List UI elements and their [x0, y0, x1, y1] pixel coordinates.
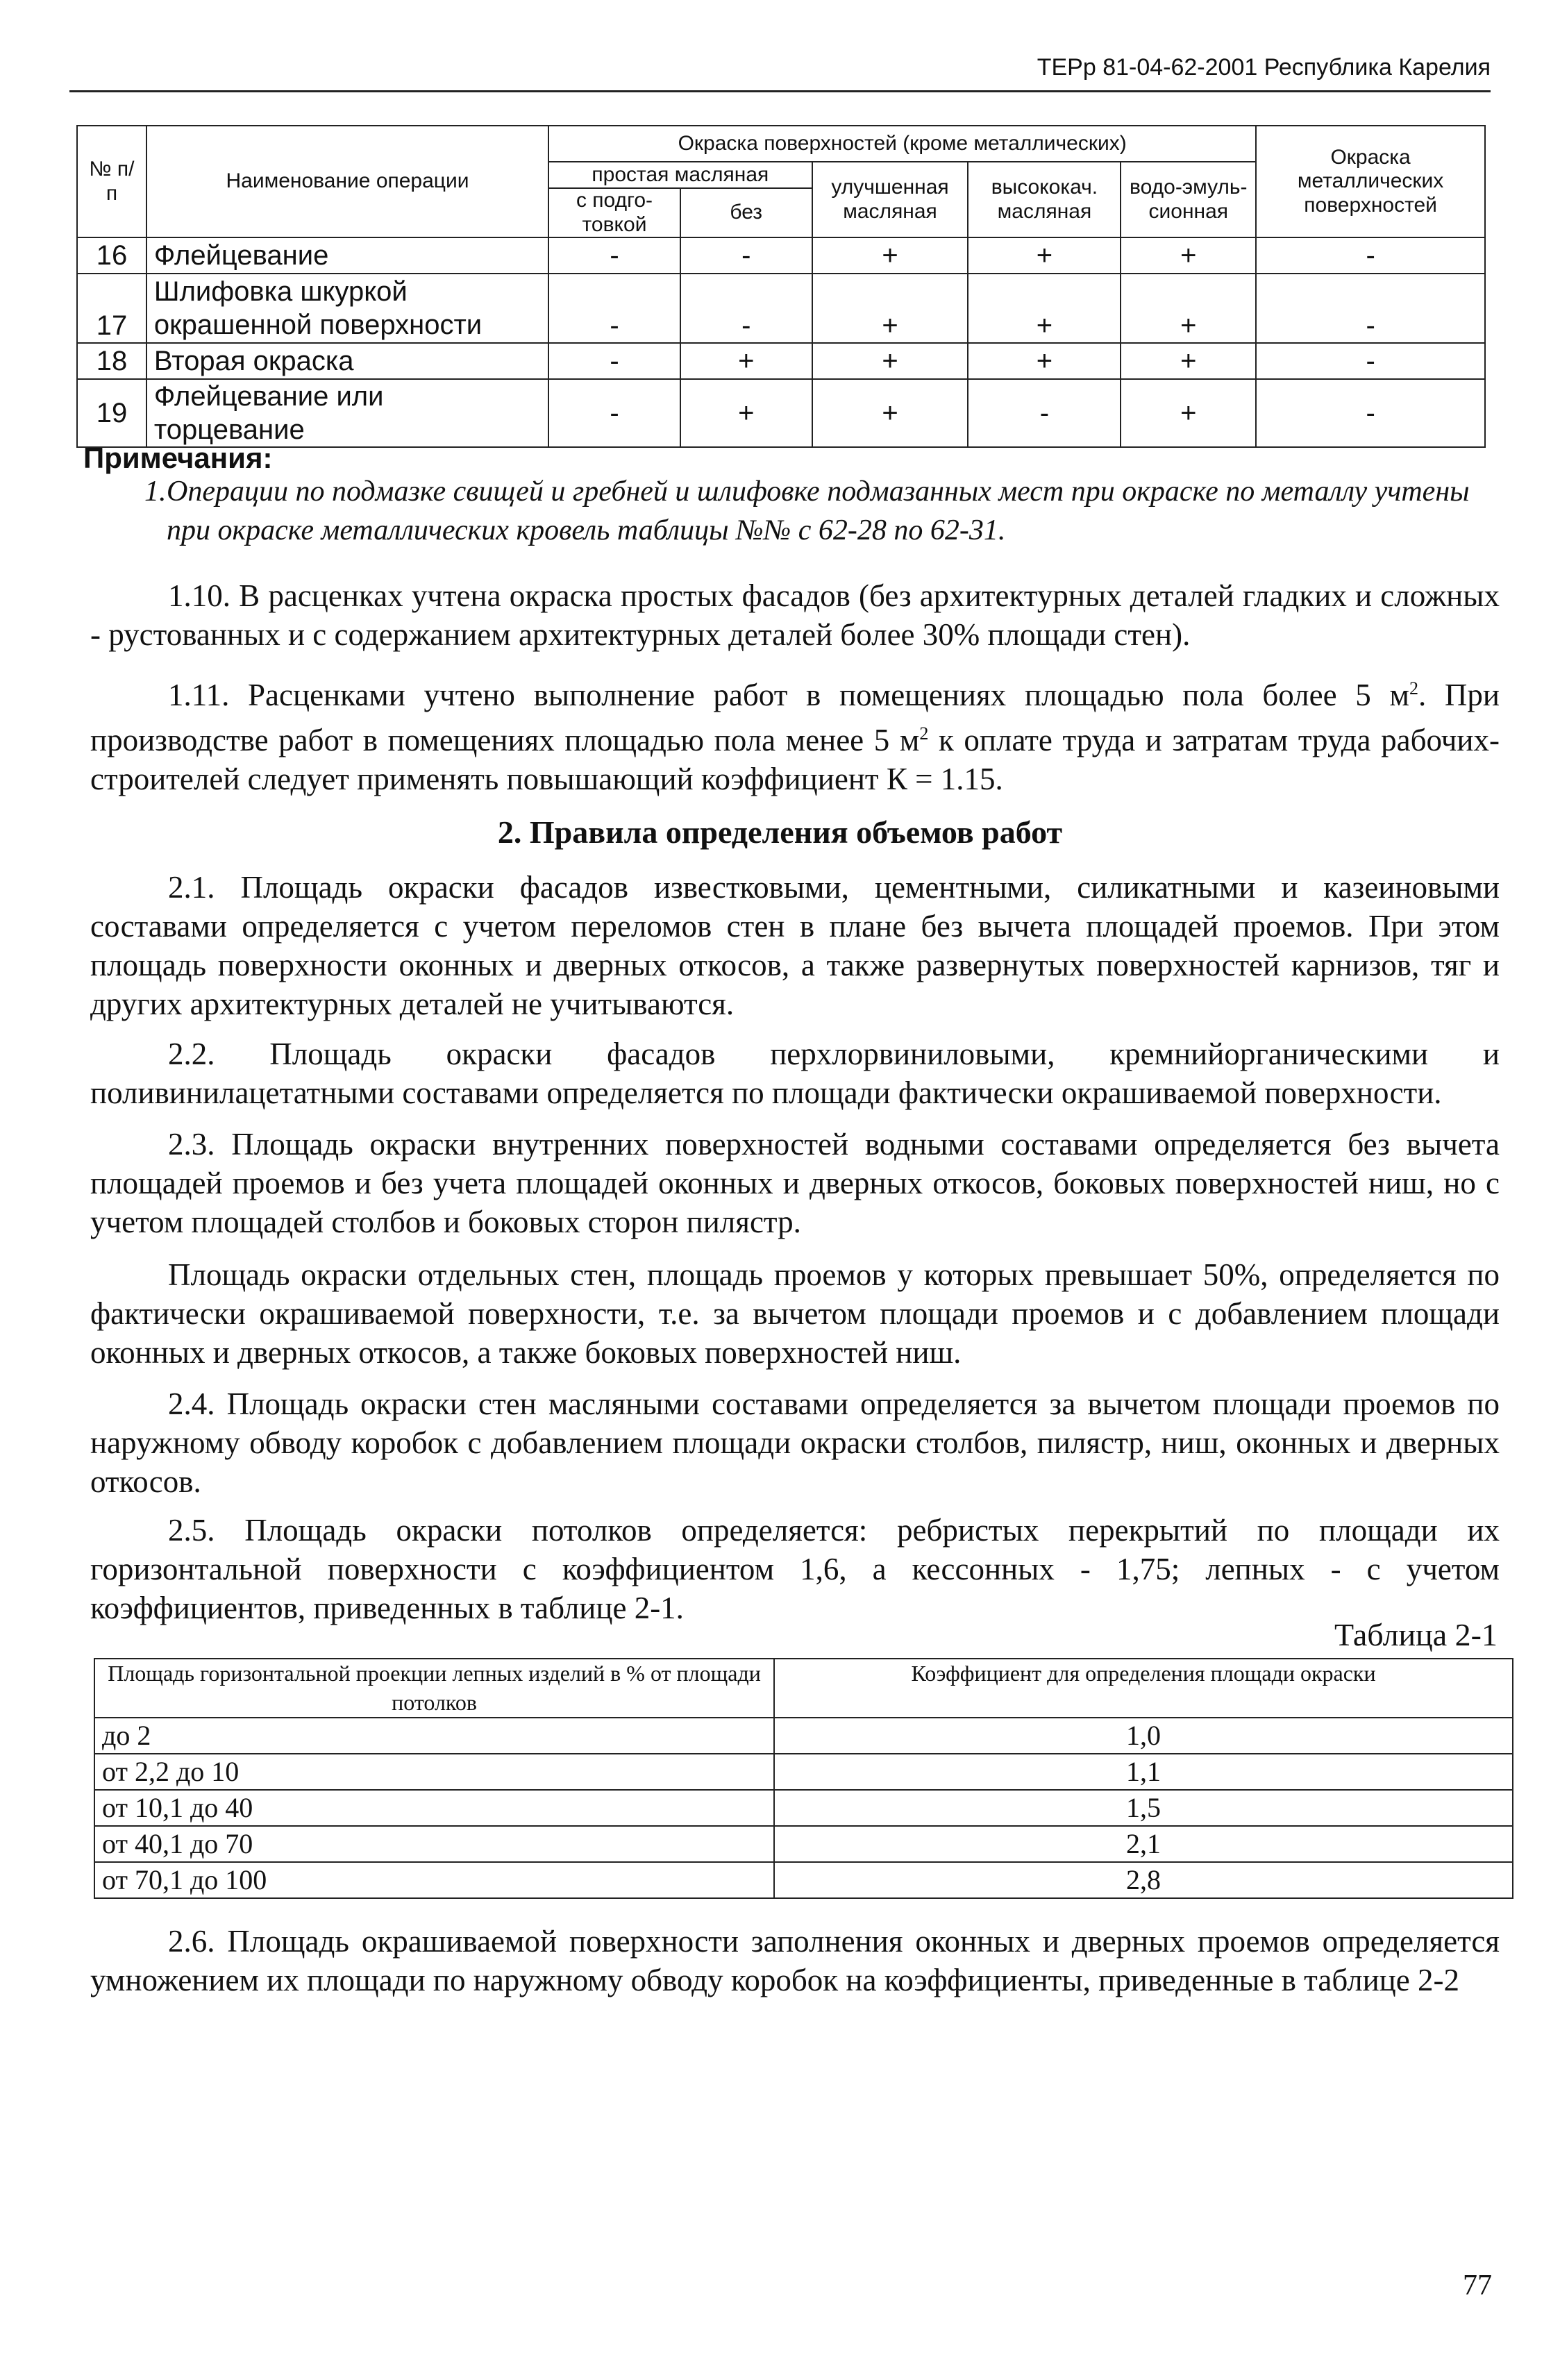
paragraph-2-6: 2.6. Площадь окрашиваемой поверхности заполнения оконных и дверных проемов определяется умножением их площади по наружному обводу коробок на коэффициенты, приведенные в таблице 2-2: [90, 1924, 1500, 1997]
coefficient-table: [94, 1658, 1513, 1899]
paragraph-2-3b: Площадь окраски отдельных стен, площадь проемов у которых превышает 50%, определяется по фактически окрашиваемой поверхности, т.е. за вычетом площади проемов и с добавлением площади оконных и дверных откосов, а также боковых поверхностей ниш.: [90, 1257, 1500, 1370]
page-number: 77: [1463, 2270, 1492, 2302]
col-header-water-emulsion: водо-эмуль-сионная: [1121, 162, 1256, 237]
table-2-1-label: Таблица 2-1: [1334, 1617, 1498, 1652]
table-row: 18 Вторая окраска - + + + + -: [77, 343, 1485, 379]
table-row: от 70,1 до 100 2,8: [94, 1862, 1513, 1898]
paragraph-2-5: 2.5. Площадь окраски потолков определяется: ребристых перекрытий по площади их горизонтальной поверхности с коэффициентом 1,6, а кессонных - 1,75; лепных - с учетом коэффициентов, приведенных в таблице 2-1.: [90, 1513, 1500, 1625]
note-1: [144, 472, 1500, 550]
paragraph-1-11: 1.11. Расценками учтено выполнение работ в помещениях площадью пола более 5 $м^2$. При производстве работ в помещениях площадью пола менее 5 $м^2$ к оплате труда и затратам труда рабочих-строителей следует применять повышающий коэффициент К = 1.15.: [90, 678, 1500, 796]
col-header-area: Площадь горизонтальной проекции лепных изделий в % от площади потолков: [94, 1659, 774, 1718]
col-header-coef: Коэффициент для определения площади окраски: [774, 1659, 1513, 1718]
notes-title: Примечания:: [83, 442, 273, 474]
table-row: 19 Флейцевание или торцевание - + + - + -: [77, 379, 1485, 447]
note-1-text: Операции по подмазке свищей и гребней и шлифовке подмазанных мест при окраске по металлу учтены при окраске металлических кровель таблицы №№ с 62-28 по 62-31.: [167, 476, 1470, 546]
table-row: до 2 1,0: [94, 1718, 1513, 1754]
running-head: ТЕРр 81-04-62-2001 Республика Карелия: [1037, 54, 1491, 81]
paragraph-1-10: 1.10. В расценках учтена окраска простых фасадов (без архитектурных деталей гладких и сложных - рустованных и с содержанием архитектурных деталей более 30% площади стен).: [90, 578, 1500, 652]
col-header-num: № п/п: [77, 126, 146, 237]
operations-table: [76, 125, 1486, 448]
table-row: от 40,1 до 70 2,1: [94, 1826, 1513, 1862]
col-header-simple-oil: простая масляная: [548, 162, 812, 188]
paragraph-2-4: 2.4. Площадь окраски стен масляными составами определяется за вычетом площади проемов по наружному обводу коробок с добавлением площади окраски столбов, пилястр, ниш, оконных и дверных откосов.: [90, 1386, 1500, 1499]
col-header-improved: улучшенная масляная: [812, 162, 968, 237]
col-header-high-quality: высококач. масляная: [968, 162, 1121, 237]
paragraph-2-1: 2.1. Площадь окраски фасадов известковыми, цементными, силикатными и казеиновыми составами определяется с учетом переломов стен в плане без вычета площадей проемов. При этом площадь поверхности оконных и дверных откосов, а также развернутых поверхностей карнизов, тяг и других архитектурных деталей не учитываются.: [90, 870, 1500, 1021]
col-header-without: без: [680, 188, 812, 237]
table-row: 17 Шлифовка шкуркой окрашенной поверхности - - + + + -: [77, 274, 1485, 343]
paragraph-2-2: 2.2. Площадь окраски фасадов перхлорвиниловыми, кремнийорганическими и поливинилацетатными составами определяется по площади фактически окрашиваемой поверхности.: [90, 1037, 1500, 1110]
paragraph-2-3: 2.3. Площадь окраски внутренних поверхностей водными составами определяется без вычета площадей проемов и без учета площадей оконных и дверных откосов, боковых поверхностей ниш, но с учетом площадей столбов и боковых сторон пилястр.: [90, 1127, 1500, 1239]
col-header-name: Наименование операции: [146, 126, 548, 237]
section-title: 2. Правила определения объемов работ: [497, 814, 1063, 850]
note-1-label: 1.: [144, 476, 167, 508]
col-header-group: Окраска поверхностей (кроме металлических): [548, 126, 1256, 162]
col-header-with-putty: с подго-товкой: [548, 188, 680, 237]
table-row: от 2,2 до 10 1,1: [94, 1754, 1513, 1790]
col-header-metal: Окраска металлических поверхностей: [1256, 126, 1485, 237]
table-row: от 10,1 до 40 1,5: [94, 1790, 1513, 1826]
header-rule: [69, 90, 1491, 92]
table-row: 16 Флейцевание - - + + + -: [77, 237, 1485, 274]
